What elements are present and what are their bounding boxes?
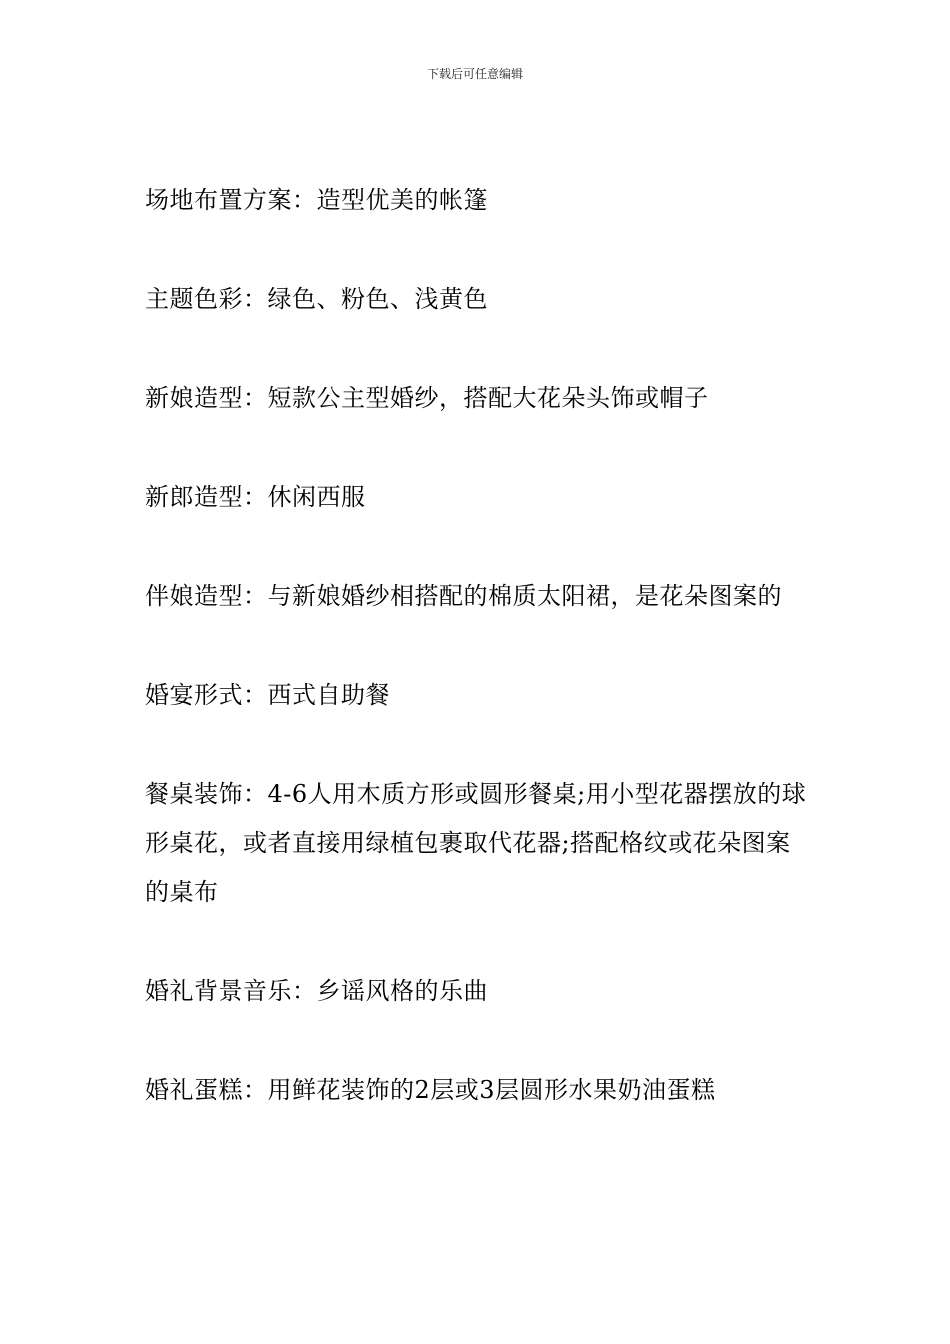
page-header: 下载后可任意编辑 xyxy=(426,67,523,81)
paragraph-background-music: 婚礼背景音乐：乡谣风格的乐曲 xyxy=(145,977,488,1005)
paragraph-wedding-cake: 婚礼蛋糕：用鲜花装饰的2层或3层圆形水果奶油蛋糕 xyxy=(145,1076,716,1104)
paragraph-banquet-format: 婚宴形式：西式自助餐 xyxy=(145,681,390,709)
paragraph-venue-layout: 场地布置方案：造型优美的帐篷 xyxy=(145,186,488,214)
document-body xyxy=(145,176,810,1165)
paragraph-bride-styling: 新娘造型：短款公主型婚纱，搭配大花朵头饰或帽子 xyxy=(145,384,709,412)
paragraph-bridesmaid-styling: 伴娘造型：与新娘婚纱相搭配的棉质太阳裙，是花朵图案的 xyxy=(145,582,782,610)
paragraph-table-decoration: 餐桌装饰：4-6人用木质方形或圆形餐桌;用小型花器摆放的球形桌花，或者直接用绿植包裹取代花器;搭配格纹或花朵图案的桌布 xyxy=(145,780,807,906)
paragraph-theme-colors: 主题色彩：绿色、粉色、浅黄色 xyxy=(145,285,488,313)
paragraph-groom-styling: 新郎造型：休闲西服 xyxy=(145,483,366,511)
